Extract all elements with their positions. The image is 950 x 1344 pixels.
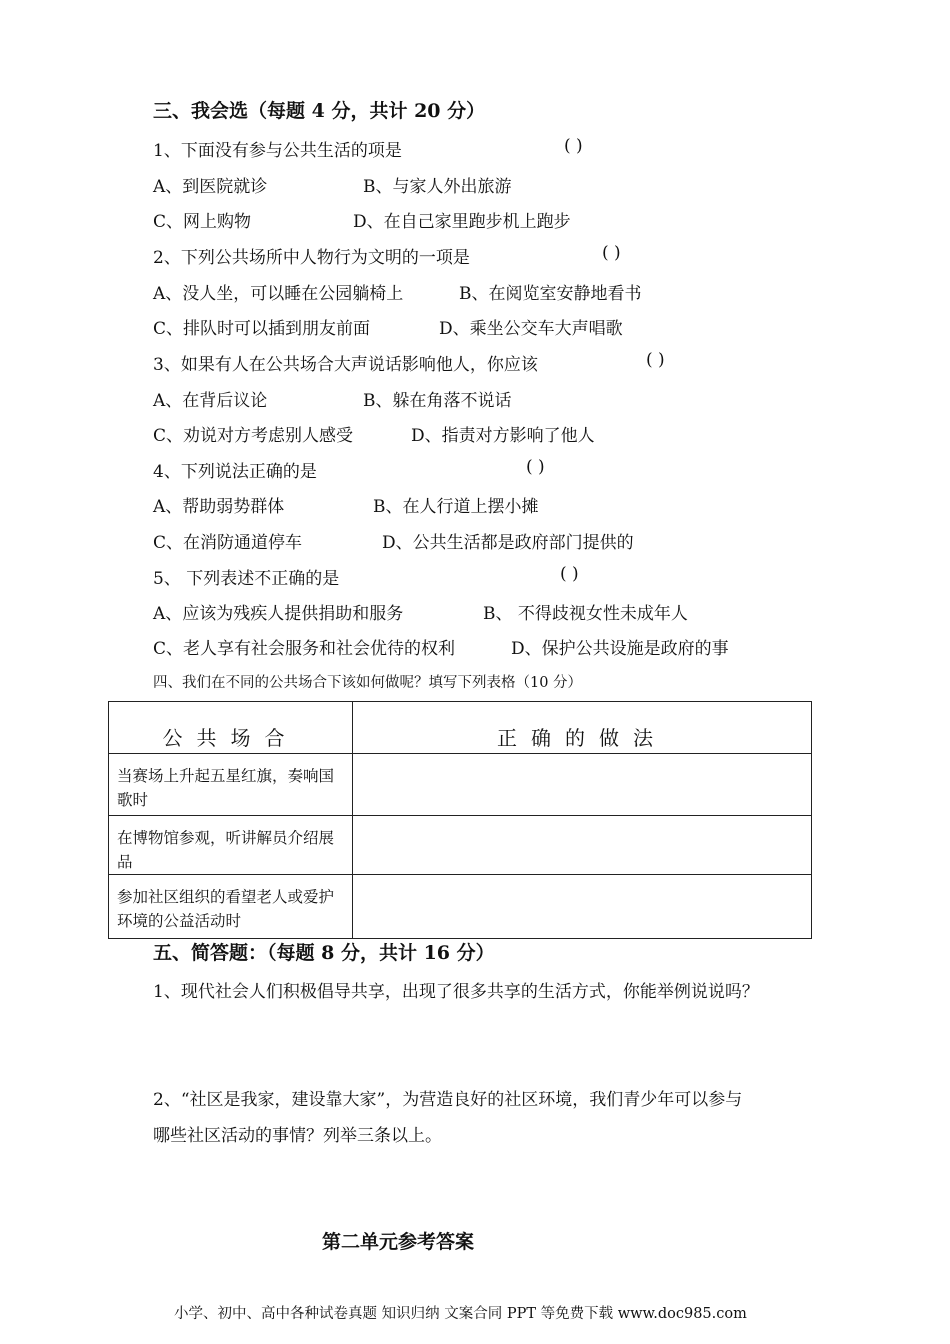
q5-option-c: C、老人享有社会服务和社会优待的权利 <box>153 639 456 659</box>
q2-stem: 2、下列公共场所中人物行为文明的一项是 <box>153 248 470 268</box>
q5-option-b: B、 不得歧视女性未成年人 <box>483 604 688 624</box>
q4-option-d: D、公共生活都是政府部门提供的 <box>382 533 634 553</box>
q2-answer-paren[interactable]: ( ) <box>602 243 621 263</box>
table-row <box>109 816 812 875</box>
short-answer-q2-line2: 哪些社区活动的事情？列举三条以上。 <box>153 1126 442 1146</box>
q1-stem: 1、下面没有参与公共生活的项是 <box>153 141 402 161</box>
q3-option-a: A、在背后议论 <box>153 391 268 411</box>
table-cell-place: 当赛场上升起五星红旗，奏响国歌时 <box>109 754 353 816</box>
short-answer-q1: 1、现代社会人们积极倡导共享，出现了很多共享的生活方式，你能举例说说吗？ <box>153 982 759 1002</box>
q5-answer-paren[interactable]: ( ) <box>560 564 579 584</box>
q4-option-b: B、在人行道上摆小摊 <box>373 497 539 517</box>
page-footer: 小学、初中、高中各种试卷真题 知识归纳 文案合同 PPT 等免费下载 www.doc985.com <box>174 1306 747 1322</box>
table-cell-action-input[interactable] <box>353 875 812 939</box>
table-row <box>109 754 812 816</box>
q1-option-a: A、到医院就诊 <box>153 177 268 197</box>
q5-option-d: D、保护公共设施是政府的事 <box>511 639 729 659</box>
q5-stem: 5、 下列表述不正确的是 <box>153 569 340 589</box>
table-cell-action-input[interactable] <box>353 754 812 816</box>
q1-option-b: B、与家人外出旅游 <box>363 177 512 197</box>
table-header-place: 公共场合 <box>109 702 353 754</box>
q1-option-c: C、网上购物 <box>153 212 252 232</box>
q2-option-c: C、排队时可以插到朋友前面 <box>153 319 371 339</box>
table-row <box>109 875 812 939</box>
scenario-table <box>108 701 812 939</box>
q3-option-d: D、指责对方影响了他人 <box>411 426 595 446</box>
table-cell-action-input[interactable] <box>353 816 812 875</box>
q4-option-c: C、在消防通道停车 <box>153 533 303 553</box>
answers-title: 第二单元参考答案 <box>322 1231 475 1253</box>
q1-option-d: D、在自己家里跑步机上跑步 <box>353 212 571 232</box>
table-header-action: 正确的做法 <box>353 702 812 754</box>
table-header-row <box>109 702 812 754</box>
q1-answer-paren[interactable]: ( ) <box>564 136 583 156</box>
q2-option-b: B、在阅览室安静地看书 <box>459 284 642 304</box>
section5-heading: 五、简答题：（每题 8 分，共计 16 分） <box>153 942 495 964</box>
section3-heading: 三、我会选（每题 4 分，共计 20 分） <box>153 100 486 122</box>
section4-heading: 四、我们在不同的公共场合下该如何做呢？填写下列表格（10 分） <box>153 675 583 691</box>
q3-option-b: B、躲在角落不说话 <box>363 391 512 411</box>
q2-option-a: A、没人坐，可以睡在公园躺椅上 <box>153 284 404 304</box>
q3-stem: 3、如果有人在公共场合大声说话影响他人，你应该 <box>153 355 538 375</box>
q4-answer-paren[interactable]: ( ) <box>526 457 545 477</box>
q3-option-c: C、劝说对方考虑别人感受 <box>153 426 354 446</box>
q4-option-a: A、帮助弱势群体 <box>153 497 285 517</box>
short-answer-q2-line1: 2、“社区是我家，建设靠大家”，为营造良好的社区环境，我们青少年可以参与 <box>153 1090 743 1110</box>
table-cell-place: 在博物馆参观，听讲解员介绍展品 <box>109 816 353 875</box>
q4-stem: 4、下列说法正确的是 <box>153 462 317 482</box>
q5-option-a: A、应该为残疾人提供捐助和服务 <box>153 604 404 624</box>
q3-answer-paren[interactable]: ( ) <box>646 350 665 370</box>
table-cell-place: 参加社区组织的看望老人或爱护环境的公益活动时 <box>109 875 353 939</box>
q2-option-d: D、乘坐公交车大声唱歌 <box>439 319 623 339</box>
